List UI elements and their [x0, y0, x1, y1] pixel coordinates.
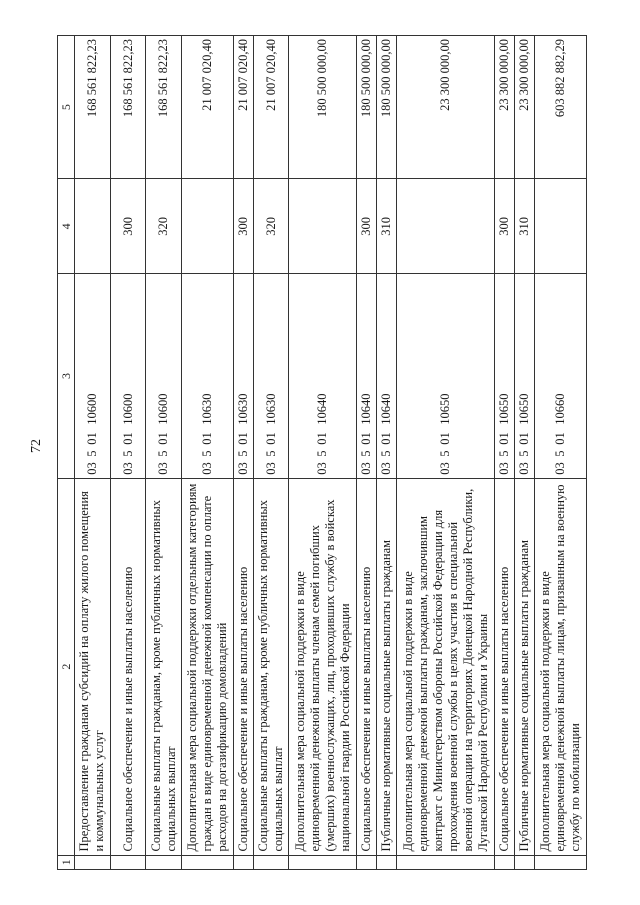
row-code-main-event: 01	[235, 432, 250, 445]
row-code-direction: 10640	[378, 393, 393, 425]
table-row	[253, 36, 289, 870]
row-name-cell: Социальное обеспечение и иные выплаты населению	[233, 478, 253, 855]
row-empty-cell	[376, 855, 396, 869]
row-code-subprogram: 5	[263, 450, 278, 457]
table-row	[515, 36, 535, 870]
table-row	[289, 36, 356, 870]
column-number-3: 3	[58, 274, 75, 478]
budget-table-rotated	[57, 35, 587, 870]
row-code-main-event: 01	[156, 432, 171, 445]
row-empty-cell	[535, 855, 587, 869]
row-code-subprogram: 5	[358, 450, 373, 457]
row-code-main-event: 01	[84, 432, 99, 445]
row-code-cell	[515, 274, 535, 478]
column-number-row	[58, 36, 75, 870]
row-code-program: 03	[263, 462, 278, 475]
row-code-subprogram: 5	[517, 450, 532, 457]
row-type-cell: 320	[253, 179, 289, 274]
row-name-cell: Предоставление гражданам субсидий на оплату жилого помещения и коммунальных услуг	[75, 478, 111, 855]
row-name-cell: Социальное обеспечение и иные выплаты населению	[110, 478, 146, 855]
row-code-main-event: 01	[199, 432, 214, 445]
row-code-cell	[233, 274, 253, 478]
row-type-cell: 300	[356, 179, 376, 274]
row-name-cell: Социальное обеспечение и иные выплаты населению	[495, 478, 515, 855]
row-code-direction: 10630	[199, 393, 214, 425]
row-name-cell: Социальные выплаты гражданам, кроме публичных нормативных социальных выплат	[146, 478, 182, 855]
table-row	[356, 36, 376, 870]
row-amount-cell: 180 500 000,00	[376, 36, 396, 179]
row-code-program: 03	[553, 462, 568, 475]
row-code-program: 03	[315, 462, 330, 475]
row-name-cell: Дополнительная мера социальной поддержки в виде единовременной денежной выплаты лицам, призванным на военную службу по мобилизации	[535, 478, 587, 855]
row-empty-cell	[233, 855, 253, 869]
row-name-cell: Дополнительная мера социальной поддержки отдельным категориям граждан в виде единовременной денежной компенсации по оплате расходов на догазификацию домовладений	[182, 478, 234, 855]
row-type-cell: 300	[110, 179, 146, 274]
row-code-subprogram: 5	[84, 450, 99, 457]
table-row	[396, 36, 495, 870]
row-code-program: 03	[120, 462, 135, 475]
page-number: 72	[29, 439, 44, 453]
row-code-cell	[182, 274, 234, 478]
row-code-cell	[146, 274, 182, 478]
row-code-main-event: 01	[438, 432, 453, 445]
row-name-cell: Социальное обеспечение и иные выплаты населению	[356, 478, 376, 855]
row-code-cell	[396, 274, 495, 478]
row-code-program: 03	[84, 462, 99, 475]
column-number-5: 5	[58, 36, 75, 179]
row-code-subprogram: 5	[120, 450, 135, 457]
row-amount-cell: 23 300 000,00	[515, 36, 535, 179]
row-amount-cell: 180 500 000,00	[356, 36, 376, 179]
row-code-direction: 10640	[315, 393, 330, 425]
table-row	[182, 36, 234, 870]
row-empty-cell	[146, 855, 182, 869]
row-code-subprogram: 5	[378, 450, 393, 457]
row-amount-cell: 603 882 882,29	[535, 36, 587, 179]
row-code-main-event: 01	[553, 432, 568, 445]
row-code-program: 03	[497, 462, 512, 475]
table-row	[110, 36, 146, 870]
table-row	[535, 36, 587, 870]
row-type-cell	[396, 179, 495, 274]
row-code-cell	[535, 274, 587, 478]
row-code-main-event: 01	[378, 432, 393, 445]
row-empty-cell	[356, 855, 376, 869]
row-code-program: 03	[358, 462, 373, 475]
row-amount-cell: 168 561 822,23	[110, 36, 146, 179]
row-type-cell: 300	[495, 179, 515, 274]
row-amount-cell: 168 561 822,23	[146, 36, 182, 179]
row-empty-cell	[515, 855, 535, 869]
row-type-cell	[535, 179, 587, 274]
row-code-main-event: 01	[315, 432, 330, 445]
row-code-subprogram: 5	[235, 450, 250, 457]
row-code-direction: 10640	[358, 393, 373, 425]
row-type-cell: 310	[515, 179, 535, 274]
budget-table	[57, 35, 587, 870]
row-amount-cell: 21 007 020,40	[253, 36, 289, 179]
row-code-direction: 10660	[553, 393, 568, 425]
row-code-direction: 10630	[235, 393, 250, 425]
row-code-cell	[356, 274, 376, 478]
row-code-direction: 10630	[263, 393, 278, 425]
column-number-4: 4	[58, 179, 75, 274]
table-row	[233, 36, 253, 870]
row-name-cell: Дополнительная мера социальной поддержки в виде единовременной денежной выплаты гражданам, заключившим контракт с Министерством обороны Российской Федерации для прохождения военной службы в целях участия в специальной военной операции на территориях Донецкой Народной Республики, Луганской Народной Республики и Украины	[396, 478, 495, 855]
row-code-cell	[376, 274, 396, 478]
row-empty-cell	[495, 855, 515, 869]
column-number-1: 1	[58, 855, 75, 869]
row-code-direction: 10600	[84, 393, 99, 425]
row-code-subprogram: 5	[156, 450, 171, 457]
row-amount-cell: 21 007 020,40	[233, 36, 253, 179]
table-row	[146, 36, 182, 870]
row-empty-cell	[253, 855, 289, 869]
row-code-main-event: 01	[120, 432, 135, 445]
row-empty-cell	[75, 855, 111, 869]
row-empty-cell	[110, 855, 146, 869]
row-code-cell	[253, 274, 289, 478]
column-number-2: 2	[58, 478, 75, 855]
row-name-cell: Дополнительная мера социальной поддержки в виде единовременной денежной выплаты членам семей погибших (умерших) военнослужащих, лиц, проходивших службу в войсках национальной гвардии Российской Федерации	[289, 478, 356, 855]
row-code-program: 03	[438, 462, 453, 475]
table-body	[75, 36, 587, 870]
row-code-program: 03	[156, 462, 171, 475]
row-code-program: 03	[235, 462, 250, 475]
row-name-cell: Публичные нормативные социальные выплаты гражданам	[376, 478, 396, 855]
row-amount-cell: 23 300 000,00	[495, 36, 515, 179]
row-code-main-event: 01	[358, 432, 373, 445]
row-type-cell: 310	[376, 179, 396, 274]
table-row	[495, 36, 515, 870]
row-name-cell: Публичные нормативные социальные выплаты гражданам	[515, 478, 535, 855]
row-amount-cell: 21 007 020,40	[182, 36, 234, 179]
row-name-cell: Социальные выплаты гражданам, кроме публичных нормативных социальных выплат	[253, 478, 289, 855]
row-type-cell: 320	[146, 179, 182, 274]
row-code-program: 03	[517, 462, 532, 475]
row-type-cell	[75, 179, 111, 274]
row-code-direction: 10650	[497, 393, 512, 425]
row-code-subprogram: 5	[553, 450, 568, 457]
row-type-cell	[182, 179, 234, 274]
row-code-direction: 10650	[517, 393, 532, 425]
row-code-main-event: 01	[497, 432, 512, 445]
row-code-cell	[495, 274, 515, 478]
row-amount-cell: 23 300 000,00	[396, 36, 495, 179]
row-type-cell: 300	[233, 179, 253, 274]
row-code-subprogram: 5	[199, 450, 214, 457]
table-row	[376, 36, 396, 870]
row-empty-cell	[289, 855, 356, 869]
row-code-subprogram: 5	[497, 450, 512, 457]
row-type-cell	[289, 179, 356, 274]
row-code-main-event: 01	[517, 432, 532, 445]
row-code-program: 03	[199, 462, 214, 475]
row-code-cell	[110, 274, 146, 478]
row-code-program: 03	[378, 462, 393, 475]
row-code-subprogram: 5	[315, 450, 330, 457]
row-code-direction: 10650	[438, 393, 453, 425]
table-row	[75, 36, 111, 870]
row-amount-cell: 168 561 822,23	[75, 36, 111, 179]
row-empty-cell	[396, 855, 495, 869]
row-code-cell	[289, 274, 356, 478]
row-code-direction: 10600	[120, 393, 135, 425]
row-code-direction: 10600	[156, 393, 171, 425]
row-code-subprogram: 5	[438, 450, 453, 457]
row-amount-cell: 180 500 000,00	[289, 36, 356, 179]
row-code-cell	[75, 274, 111, 478]
row-code-main-event: 01	[263, 432, 278, 445]
row-empty-cell	[182, 855, 234, 869]
